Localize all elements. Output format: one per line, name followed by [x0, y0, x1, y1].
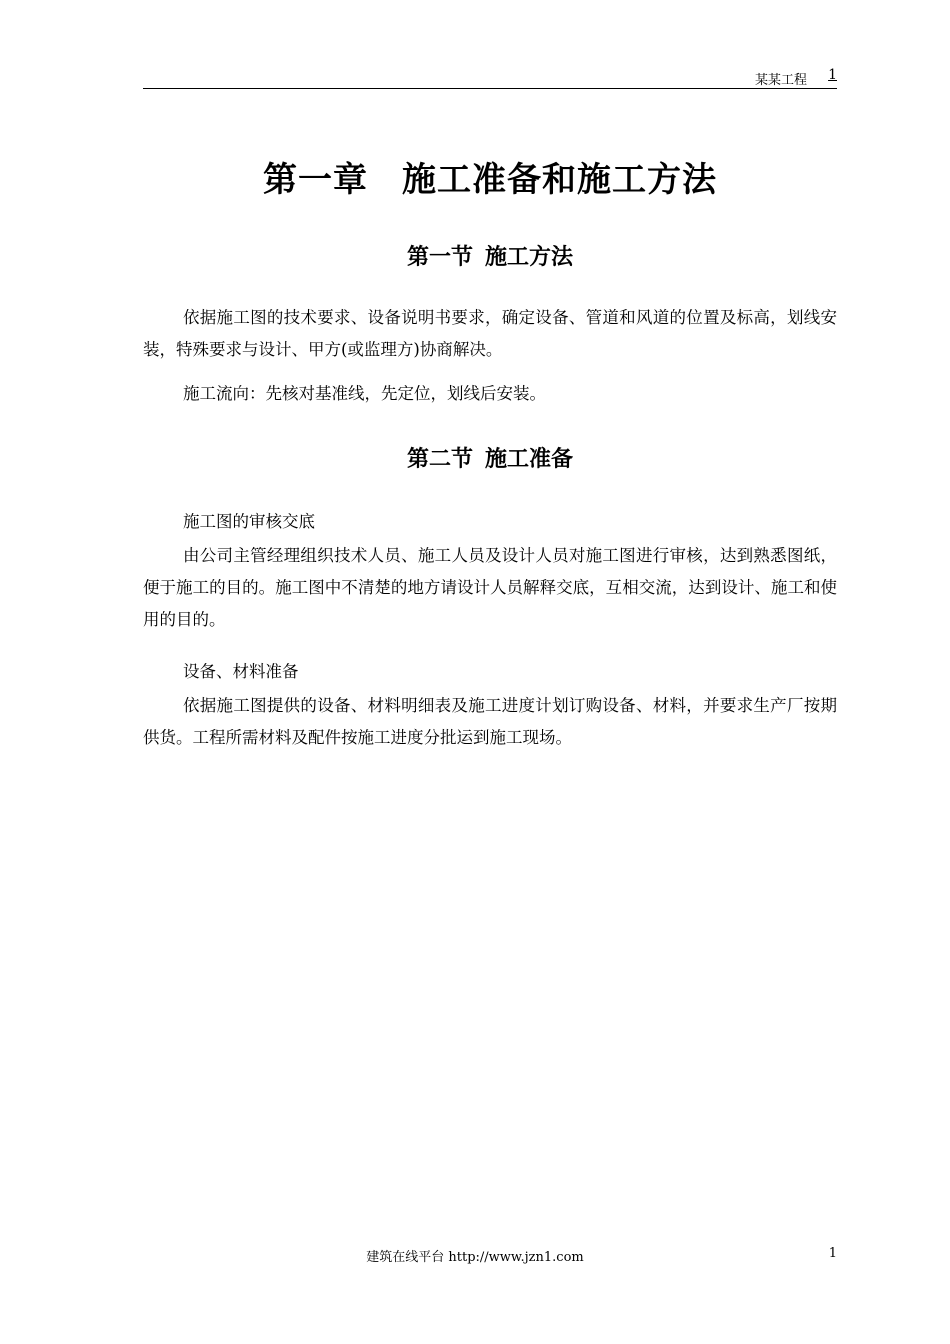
section-title [143, 240, 837, 271]
footer-text: 建筑在线平台 http://www.jzn1.com [366, 1250, 584, 1265]
paragraph: 依据施工图的技术要求、设备说明书要求，确定设备、管道和风道的位置及标高，划线安装，特殊要求与设计、甲方(或监理方)协商解决。 [143, 308, 837, 359]
section-name: 施工准备 [485, 447, 574, 472]
section-number: 第二节 [406, 447, 473, 472]
chapter-name: 施工准备和施工方法 [402, 160, 717, 200]
page-header [143, 66, 837, 89]
subheading: 设备、材料准备 [183, 662, 299, 681]
chapter-number: 第一章 [263, 160, 368, 200]
paragraph: 施工流向：先核对基准线，先定位，划线后安装。 [183, 384, 546, 403]
paragraph: 由公司主管经理组织技术人员、施工人员及设计人员对施工图进行审核，达到熟悉图纸，便于施工的目的。施工图中不清楚的地方请设计人员解释交底，互相交流，达到设计、施工和使用的目的。 [143, 546, 837, 629]
chapter-title [143, 152, 837, 201]
section-title [143, 442, 837, 473]
footer-page-number: 1 [828, 1246, 837, 1261]
subheading: 施工图的审核交底 [183, 512, 315, 531]
paragraph: 依据施工图提供的设备、材料明细表及施工进度计划订购设备、材料，并要求生产厂按期供货。工程所需材料及配件按施工进度分批运到施工现场。 [143, 696, 837, 747]
section-name: 施工方法 [485, 245, 574, 270]
header-page-number: 1 [828, 67, 837, 83]
section-number: 第一节 [406, 245, 473, 270]
header-title: 某某工程 [754, 73, 807, 88]
